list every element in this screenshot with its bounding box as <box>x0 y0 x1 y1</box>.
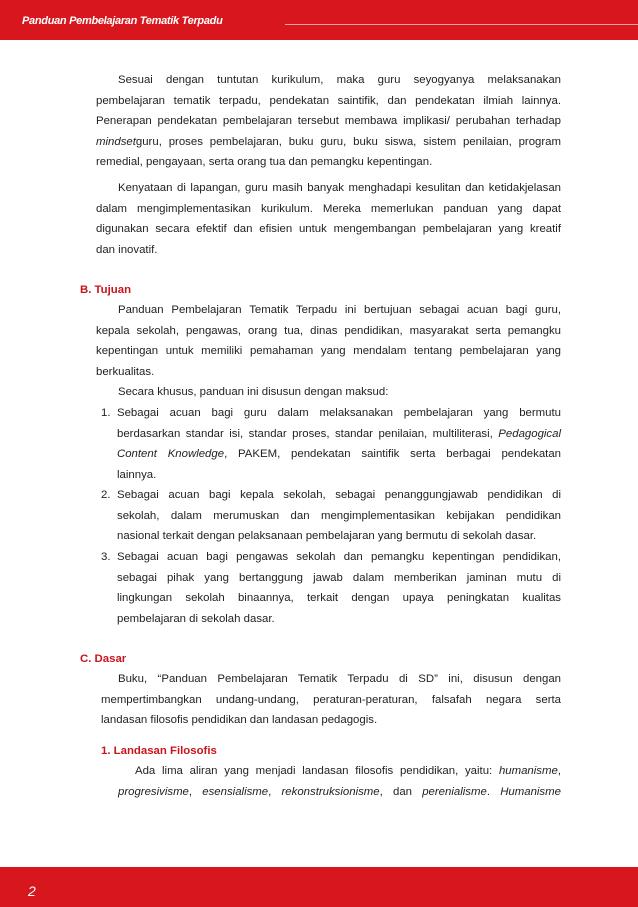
lb2-line-1: Sebagai acuan bagi kepala sekolah, sebagai penanggungjawab pendidikan di <box>117 489 561 501</box>
section-c-heading: C. Dasar <box>80 653 127 665</box>
lb1-line-4: lainnya. <box>117 468 157 481</box>
p1-line-1: Sesuai dengan tuntutan kurikulum, maka guru seyogyanya melaksanakan <box>118 74 561 86</box>
paragraph-6 <box>118 761 561 802</box>
p6-line-2 <box>118 782 561 803</box>
list-b-num-2: 2. <box>101 489 111 501</box>
footer-white-strip <box>0 857 638 867</box>
mindset-italic: mindset <box>96 135 136 148</box>
lb3-line-2: sebagai pihak yang bertanggung jawab dalam memberikan jaminan mutu di <box>117 571 561 584</box>
lb3-line-3: lingkungan sekolah binaannya, terkait dengan upaya peningkatan kualitas <box>117 592 561 605</box>
p2-line-1: Kenyataan di lapangan, guru masih banyak menghadapi kesulitan dan ketidakjelasan <box>118 182 561 194</box>
lb1-line-3 <box>117 444 561 465</box>
p1-line-4-rest: guru, proses pembelajaran, buku guru, buku siswa, sistem penilaian, program <box>135 135 561 148</box>
header-bar <box>0 0 638 46</box>
list-b-item-3 <box>117 547 561 629</box>
list-b-item-1 <box>117 403 561 485</box>
p3-line-2: kepala sekolah, pengawas, orang tua, dinas pendidikan, masyarakat serta pemangku <box>96 324 561 337</box>
p2-line-3: digunakan secara efektif dan efisien untuk mengembangan pembelajaran yang kreatif <box>96 223 561 236</box>
lb1-line-1: Sebagai acuan bagi guru dalam melaksanakan pembelajaran yang bermutu <box>117 407 561 419</box>
p5-line-2: mempertimbangkan undang-undang, peraturan-peraturan, falsafah negara serta <box>101 693 561 706</box>
list-b-num-3: 3. <box>101 551 111 563</box>
p3-line-4: berkualitas. <box>96 365 155 378</box>
p6-line-2-text: progresivisme, esensialisme, rekonstruksionisme, dan perenialisme. Humanisme <box>118 785 561 798</box>
list-b-num-1: 1. <box>101 407 111 419</box>
p1-line-5: remedial, pengayaan, serta orang tua dan pemangku kepentingan. <box>96 156 433 169</box>
header-rule <box>285 24 638 25</box>
paragraph-2 <box>96 178 561 260</box>
subsection-1-heading: 1. Landasan Filosofis <box>101 745 217 757</box>
lb1-line-3-text: Content Knowledge, PAKEM, pendekatan saintifik serta berbagai pendekatan <box>117 448 561 461</box>
lb1-line-2 <box>117 424 561 445</box>
p5-line-3: landasan filosofis pendidikan dan landasan pedagogis. <box>101 714 378 727</box>
p1-line-2: pembelajaran tematik terpadu, pendekatan saintifik, dan pendekatan ilmiah lainnya. <box>96 94 561 107</box>
p2-line-2: dalam mengimplementasikan kurikulum. Mereka memerlukan panduan yang dapat <box>96 202 561 215</box>
paragraph-1 <box>96 70 561 173</box>
p6-line-1-text: Ada lima aliran yang menjadi landasan filosofis pendidikan, yaitu: humanisme, <box>135 765 561 777</box>
p1-line-3: Penerapan pendekatan pembelajaran tersebut membawa implikasi/ perubahan terhadap <box>96 115 561 128</box>
list-b-item-2 <box>117 485 561 547</box>
paragraph-4 <box>118 382 561 403</box>
paragraph-5 <box>101 669 561 731</box>
lb2-line-3: nasional terkait dengan pelaksanaan pembelajaran yang bermutu di sekolah dasar. <box>117 530 537 543</box>
lb2-line-2: sekolah, dalam merumuskan dan mengimplementasikan kebijakan pendidikan <box>117 509 561 522</box>
lb3-line-1: Sebagai acuan bagi pengawas sekolah dan pemangku kepentingan pendidikan, <box>117 551 561 563</box>
p1-line-4 <box>96 132 561 153</box>
header-white-strip <box>18 40 638 46</box>
p3-line-3: kepentingan untuk memiliki pemahaman yang mendalam tentang pembelajaran yang <box>96 345 561 358</box>
footer-red-band <box>0 867 638 907</box>
page-number: 2 <box>28 883 36 899</box>
footer-bar <box>0 857 638 907</box>
p4-line-1: Secara khusus, panduan ini disusun dengan maksud: <box>118 386 389 398</box>
p5-line-1: Buku, “Panduan Pembelajaran Tematik Terpadu di SD” ini, disusun dengan <box>118 673 561 685</box>
p3-line-1: Panduan Pembelajaran Tematik Terpadu ini bertujuan sebagai acuan bagi guru, <box>118 304 561 316</box>
running-header-title: Panduan Pembelajaran Tematik Terpadu <box>22 15 223 27</box>
p2-line-4: dan inovatif. <box>96 243 158 256</box>
lb3-line-4: pembelajaran di sekolah dasar. <box>117 612 275 625</box>
lb1-line-2-text: berdasarkan standar isi, standar proses, standar penilaian, multiliterasi, Pedagogical <box>117 427 561 440</box>
section-b-heading: B. Tujuan <box>80 284 132 296</box>
p6-line-1 <box>118 761 561 782</box>
paragraph-3 <box>96 300 561 382</box>
